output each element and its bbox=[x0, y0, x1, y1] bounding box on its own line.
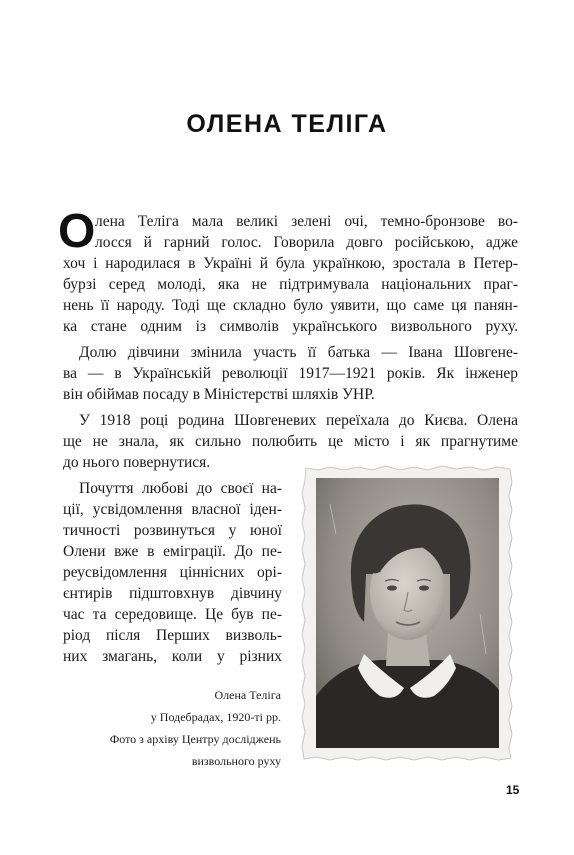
caption-line-3: Фото з архіву Центру досліджень bbox=[109, 732, 281, 746]
paragraph-2-line-3: він обіймав посаду в Міністерстві шляхів УНР. bbox=[63, 386, 375, 403]
caption-line-2: у Подебрадах, 1920-ті рр. bbox=[150, 710, 281, 724]
paragraph-1-line-5: нень її народу. Тоді ще складно було уявити, що саме ця панян- bbox=[63, 297, 518, 314]
paragraph-1-line-3: хоч і народилася в Україні й була українкою, зростала в Петер- bbox=[63, 255, 518, 272]
paragraph-2-line-2: ва — в Українській революції 1917—1921 років. Як інженер bbox=[63, 365, 518, 382]
paragraph-3-line-3: до нього повернутися. bbox=[63, 454, 211, 471]
paragraph-4-line-3: тичності розвинуться у юної bbox=[63, 522, 282, 539]
paragraph-4-line-4: Олени вже в еміграції. До пе- bbox=[63, 543, 282, 560]
paragraph-4-line-9: них змагань, коли у різних bbox=[63, 648, 282, 665]
paragraph-3-line-2: ще не знала, як сильно полюбить це місто і як прагнутиме bbox=[63, 433, 518, 450]
paragraph-4-line-8: ріод після Перших визволь- bbox=[63, 627, 282, 644]
paragraph-4-line-5: реусвідомлення ціннісних орі- bbox=[63, 564, 282, 581]
portrait-photo bbox=[300, 464, 515, 762]
paragraph-1-line-2: лосся й гарний голос. Говорила довго російською, адже bbox=[95, 234, 518, 251]
paragraph-4-line-2: ції, усвідомлення власної іден- bbox=[63, 501, 282, 518]
caption-line-4: визвольного руху bbox=[191, 754, 281, 768]
page-number: 15 bbox=[506, 783, 520, 797]
chapter-title: ОЛЕНА ТЕЛІГА bbox=[186, 110, 388, 138]
drop-cap-letter: О bbox=[58, 205, 96, 258]
paragraph-1-line-6: ка стане одним із символів українського визвольного руху. bbox=[63, 318, 518, 335]
caption-line-1: Олена Теліга bbox=[214, 688, 281, 702]
paragraph-4-line-1: Почуття любові до своєї на- bbox=[79, 480, 282, 497]
paragraph-1-line-1: лена Теліга мала великі зелені очі, темно-бронзове во- bbox=[95, 213, 518, 230]
paragraph-4-line-7: час та середовище. Це був пе- bbox=[63, 606, 282, 623]
paragraph-2-line-1: Долю дівчини змінила участь її батька — Івана Шовгене- bbox=[79, 344, 518, 361]
paragraph-3-line-1: У 1918 році родина Шовгеневих переїхала до Києва. Олена bbox=[79, 412, 518, 429]
paragraph-1-line-4: бурзі серед молоді, яка не підтримувала національних праг- bbox=[63, 276, 518, 293]
paragraph-4-line-6: єнтирів підштовхнув дівчину bbox=[63, 585, 282, 602]
